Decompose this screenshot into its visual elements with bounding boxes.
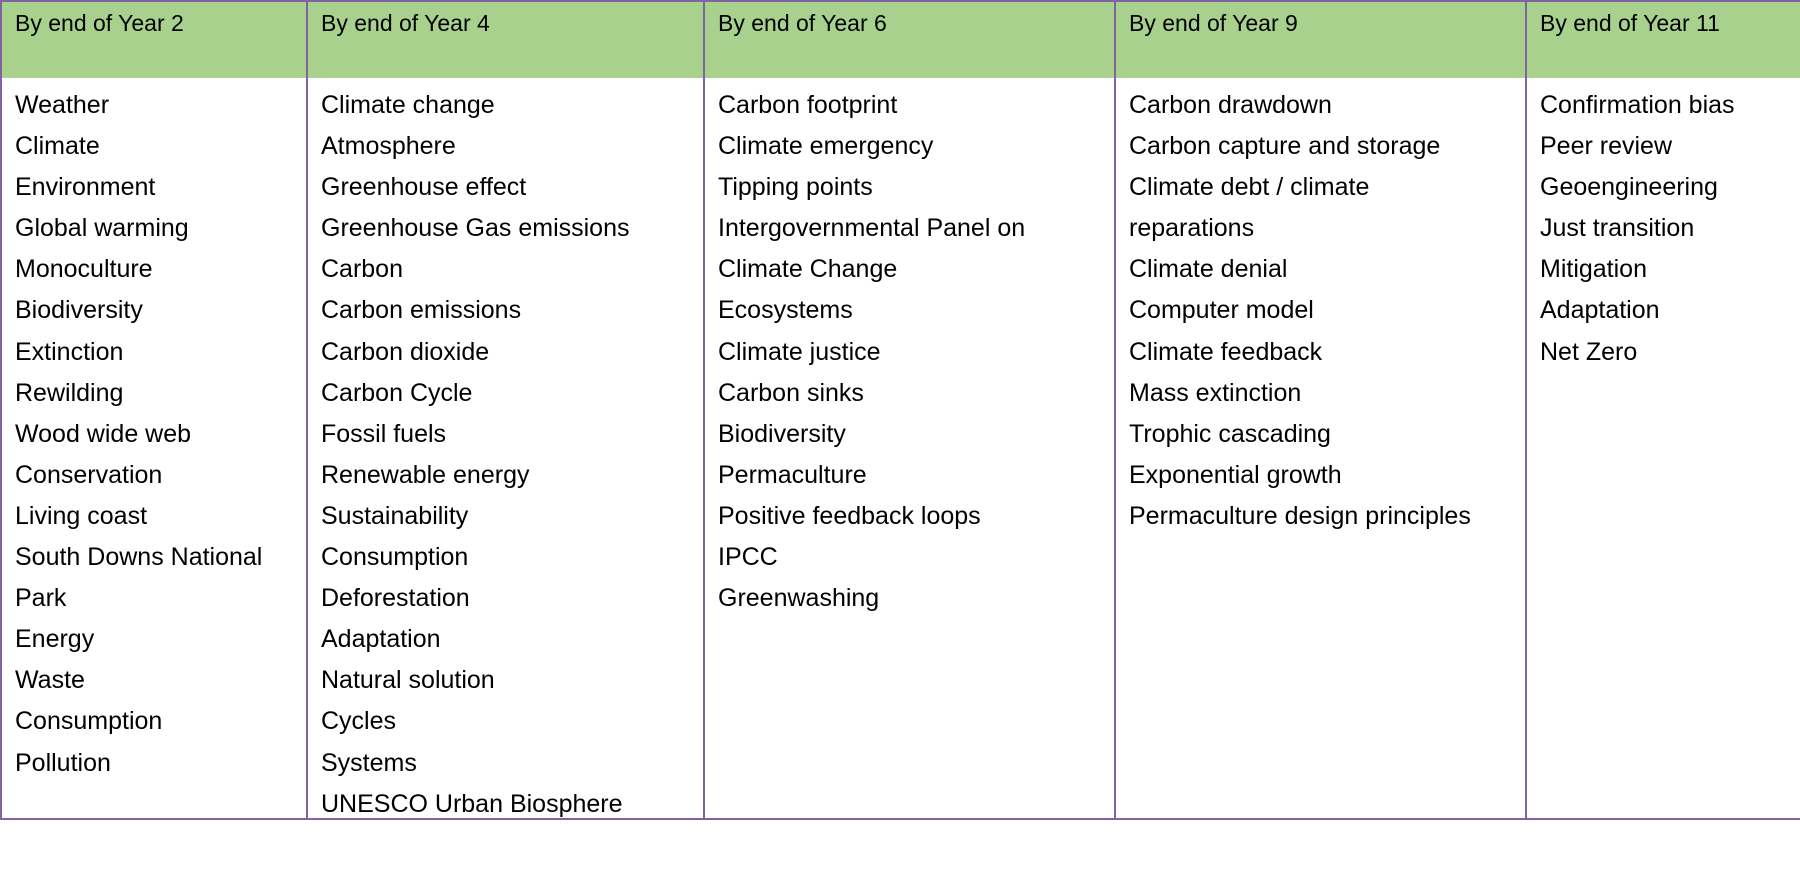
column-year-9 xyxy=(1116,2,1527,818)
term-item: Permaculture xyxy=(718,460,867,489)
term-item: Exponential growth xyxy=(1129,460,1342,489)
term-item: Climate feedback xyxy=(1129,337,1323,366)
term-item: Peer review xyxy=(1540,132,1672,161)
term-item: Adaptation xyxy=(321,625,441,654)
term-item: Environment xyxy=(15,173,156,202)
term-item: Consumption xyxy=(321,543,469,572)
term-item: Climate debt / climate xyxy=(1129,173,1370,202)
term-item: Climate justice xyxy=(718,337,881,366)
term-item: Climate xyxy=(15,132,100,161)
term-item: Conservation xyxy=(15,460,163,489)
term-item: Greenwashing xyxy=(718,584,880,613)
term-item: Waste xyxy=(15,666,85,695)
term-item: Rewilding xyxy=(15,378,124,407)
column-header: By end of Year 11 xyxy=(1527,2,1800,78)
term-item: Consumption xyxy=(15,707,163,736)
term-item: South Downs National xyxy=(15,543,263,572)
term-item: Renewable energy xyxy=(321,460,530,489)
term-item: Climate Change xyxy=(718,255,898,284)
term-item: Sustainability xyxy=(321,501,469,530)
term-item: Climate emergency xyxy=(718,132,934,161)
term-item: Extinction xyxy=(15,337,124,366)
term-item: Just transition xyxy=(1540,214,1695,243)
term-item: Carbon xyxy=(321,255,403,284)
term-item: Carbon capture and storage xyxy=(1129,132,1441,161)
term-list xyxy=(1527,78,1800,818)
term-item: Biodiversity xyxy=(15,296,143,325)
term-item: Systems xyxy=(321,748,417,777)
column-header: By end of Year 9 xyxy=(1116,2,1525,78)
term-item: Atmosphere xyxy=(321,132,456,161)
term-list xyxy=(308,78,703,818)
term-item: Wood wide web xyxy=(15,419,192,448)
term-item: IPCC xyxy=(718,543,778,572)
term-item: Pollution xyxy=(15,748,111,777)
term-item: Greenhouse Gas emissions xyxy=(321,214,630,243)
term-item: Greenhouse effect xyxy=(321,173,527,202)
term-item: Carbon emissions xyxy=(321,296,522,325)
column-header: By end of Year 6 xyxy=(705,2,1114,78)
term-item: Adaptation xyxy=(1540,296,1660,325)
term-item: Carbon drawdown xyxy=(1129,91,1332,119)
term-item: Permaculture design principles xyxy=(1129,501,1471,530)
term-item: Cycles xyxy=(321,707,397,736)
column-year-4 xyxy=(308,2,705,818)
term-item: Energy xyxy=(15,625,95,654)
term-item: Positive feedback loops xyxy=(718,501,981,530)
column-header: By end of Year 4 xyxy=(308,2,703,78)
term-item: Carbon footprint xyxy=(718,91,898,119)
column-year-2 xyxy=(2,2,308,818)
term-item: Mass extinction xyxy=(1129,378,1302,407)
term-item: Mitigation xyxy=(1540,255,1647,284)
term-item: Global warming xyxy=(15,214,189,243)
term-item: Ecosystems xyxy=(718,296,853,325)
term-item: Park xyxy=(15,584,67,613)
column-year-11 xyxy=(1527,2,1800,818)
term-list xyxy=(2,78,306,818)
term-item: Confirmation bias xyxy=(1540,91,1735,119)
term-item: Biodiversity xyxy=(718,419,846,448)
term-item: Weather xyxy=(15,91,110,119)
term-item: Net Zero xyxy=(1540,337,1638,366)
column-year-6 xyxy=(705,2,1116,818)
term-item: Deforestation xyxy=(321,584,470,613)
term-item: Trophic cascading xyxy=(1129,419,1331,448)
term-item: Fossil fuels xyxy=(321,419,447,448)
term-item: Carbon dioxide xyxy=(321,337,490,366)
term-item: Climate change xyxy=(321,91,495,119)
term-item: Tipping points xyxy=(718,173,873,202)
term-item: Climate denial xyxy=(1129,255,1288,284)
term-item: reparations xyxy=(1129,214,1255,243)
term-item: Carbon sinks xyxy=(718,378,864,407)
term-item: Intergovernmental Panel on xyxy=(718,214,1026,243)
term-item: Monoculture xyxy=(15,255,153,284)
term-item: UNESCO Urban Biosphere xyxy=(321,789,623,818)
term-list xyxy=(1116,78,1525,818)
term-item: Natural solution xyxy=(321,666,495,695)
term-item: Carbon Cycle xyxy=(321,378,473,407)
term-item: Computer model xyxy=(1129,296,1314,325)
term-item: Geoengineering xyxy=(1540,173,1718,202)
column-header: By end of Year 2 xyxy=(2,2,306,78)
term-item: Living coast xyxy=(15,501,148,530)
term-list xyxy=(705,78,1114,818)
